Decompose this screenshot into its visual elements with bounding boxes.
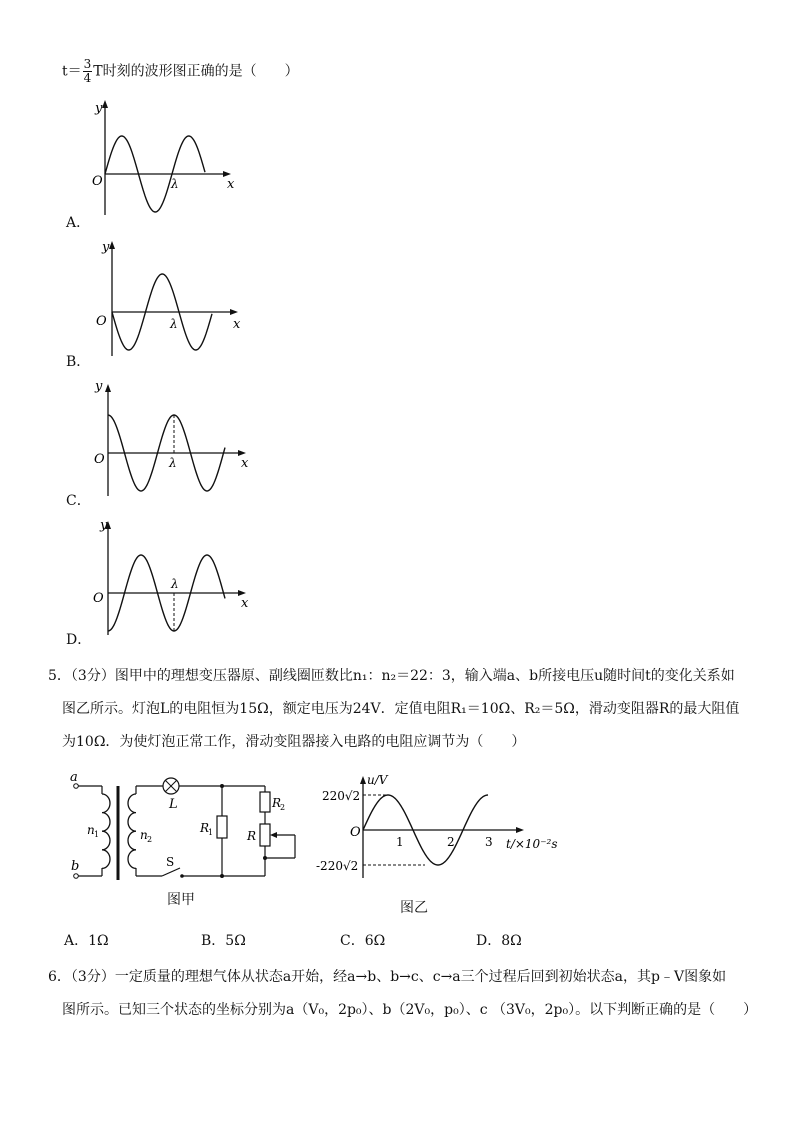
q4-option-b-label[interactable]: B． <box>66 354 91 370</box>
graph-tick-2: 2 <box>447 835 455 849</box>
r1-sub: 1 <box>208 828 214 837</box>
origin-label: O <box>94 452 105 467</box>
q4-stem-prefix: t＝ <box>62 63 82 80</box>
graph-x-label: t/×10⁻²s <box>506 837 558 851</box>
axis-x-label: x <box>233 317 241 332</box>
lamp-label: L <box>169 797 178 812</box>
q6-stem-line2: 图所示。已知三个状态的坐标分别为a（V₀，2p₀）、b（2V₀，p₀）、c （3V₀，2p₀）。以下判断正确的是（ ） <box>62 1002 758 1018</box>
q5-stem-line2: 图乙所示。灯泡L的电阻恒为15Ω，额定电压为24V．定值电阻R₁＝10Ω、R₂＝5Ω，滑动变阻器R的最大阻值 <box>62 701 740 717</box>
q4-option-c-label[interactable]: C． <box>66 493 91 509</box>
graph-origin-label: O <box>350 825 361 840</box>
q4-fraction <box>83 58 93 85</box>
graph-y-label-text: u/V <box>367 773 388 787</box>
origin-label: O <box>93 591 104 606</box>
q6-stem-line1: 6．（3分）一定质量的理想气体从状态a开始，经a→b、b→c、c→a三个过程后回到初始状态a，其p﹣V图象如 <box>48 969 727 985</box>
q4-stem <box>62 58 299 85</box>
q4-frac-num: 3 <box>83 57 92 71</box>
q5-voltage-graph <box>310 768 580 883</box>
q5-option-b[interactable]: B．5Ω <box>201 933 246 949</box>
origin-label: O <box>96 314 107 329</box>
q5-option-a[interactable]: A．1Ω <box>64 933 109 949</box>
n2-label: n <box>140 828 148 842</box>
origin-label: O <box>92 174 103 189</box>
q5-graph-caption: 图乙 <box>400 900 428 916</box>
graph-tick-3: 3 <box>485 835 493 849</box>
terminal-b-label: b <box>71 859 80 874</box>
axis-x-label: x <box>227 177 235 192</box>
q4-option-d-graph <box>88 517 253 639</box>
axis-x-label: x <box>241 596 249 611</box>
r-label: R <box>247 829 257 843</box>
axis-y-label: y <box>95 379 103 394</box>
q5-stem-line3: 为10Ω．为使灯泡正常工作，滑动变阻器接入电路的电阻应调节为（ ） <box>62 734 526 750</box>
r2-label: R <box>272 796 282 810</box>
r1-label: R <box>200 821 210 835</box>
lambda-label: λ <box>171 177 179 191</box>
q4-option-a-graph <box>85 97 245 222</box>
lambda-label: λ <box>171 577 179 591</box>
n1-sub: 1 <box>94 830 100 839</box>
q4-option-a-label[interactable]: A． <box>66 215 91 231</box>
q4-option-c-graph <box>88 378 253 500</box>
terminal-a-label: a <box>70 770 78 785</box>
q4-frac-den: 4 <box>83 71 92 85</box>
n1-label: n <box>87 823 95 837</box>
q5-stem-line1: 5．（3分）图甲中的理想变压器原、副线圈匝数比n₁：n₂＝22：3，输入端a、b所接电压u随时间t的变化关系如 <box>48 668 735 684</box>
q5-option-d[interactable]: D．8Ω <box>476 933 522 949</box>
lambda-label: λ <box>170 317 178 331</box>
q5-option-c[interactable]: C．6Ω <box>340 933 386 949</box>
axis-y-label: y <box>95 101 103 116</box>
graph-y-label <box>367 773 389 787</box>
switch-label: S <box>166 855 175 869</box>
graph-tick-1: 1 <box>396 835 404 849</box>
axis-x-label: x <box>241 456 249 471</box>
graph-y-bottom: -220√2 <box>316 859 359 873</box>
q4-option-b-graph <box>92 238 252 360</box>
axis-y-label: y <box>102 240 110 255</box>
n2-sub: 2 <box>147 835 153 844</box>
q4-stem-suffix: T时刻的波形图正确的是（ ） <box>93 63 299 80</box>
q4-option-d-label[interactable]: D． <box>66 632 92 648</box>
graph-y-top: 220√2 <box>322 789 361 803</box>
r2-sub: 2 <box>280 803 286 812</box>
q5-circuit-caption: 图甲 <box>167 892 195 908</box>
axis-y-label: y <box>100 518 108 533</box>
lambda-label: λ <box>169 456 177 470</box>
